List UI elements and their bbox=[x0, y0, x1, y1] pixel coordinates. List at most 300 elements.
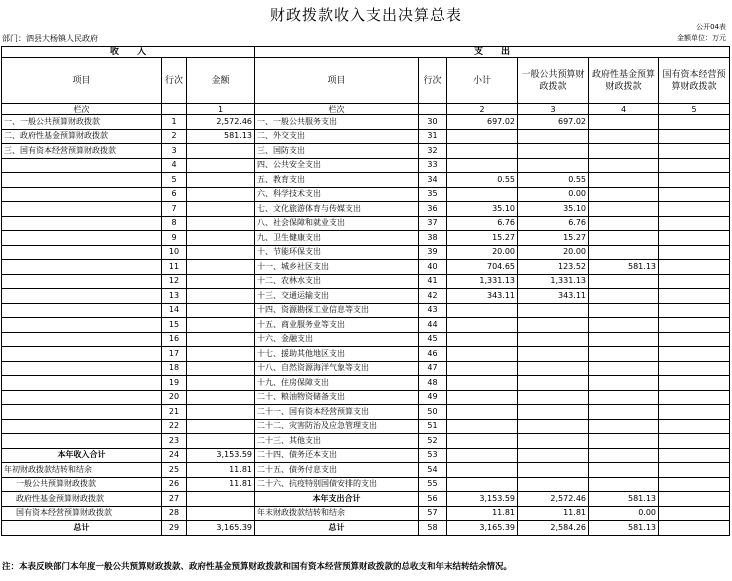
subtotal-value bbox=[447, 434, 518, 449]
income-item bbox=[2, 376, 162, 391]
income-item bbox=[2, 419, 162, 434]
income-item bbox=[2, 303, 162, 318]
general-budget-value: 2,572.46 bbox=[518, 492, 589, 507]
subtotal-value: 20.00 bbox=[447, 245, 518, 260]
table-row bbox=[2, 260, 730, 275]
income-row-number: 8 bbox=[162, 216, 187, 231]
expense-item-header: 项目 bbox=[255, 58, 419, 104]
income-row-number: 14 bbox=[162, 303, 187, 318]
subtotal-value: 35.10 bbox=[447, 202, 518, 217]
col-number-5: 5 bbox=[659, 104, 730, 115]
expense-row-number: 31 bbox=[419, 129, 447, 144]
income-item bbox=[2, 289, 162, 304]
income-item bbox=[2, 434, 162, 449]
table-row bbox=[2, 448, 730, 463]
income-row-number: 7 bbox=[162, 202, 187, 217]
income-amount bbox=[187, 318, 255, 333]
table-row bbox=[2, 303, 730, 318]
expense-item: 二、外交支出 bbox=[255, 129, 419, 144]
income-amount: 2,572.46 bbox=[187, 115, 255, 130]
expense-item: 十六、金融支出 bbox=[255, 332, 419, 347]
income-amount bbox=[187, 347, 255, 362]
table-row bbox=[2, 390, 730, 405]
income-amount bbox=[187, 202, 255, 217]
table-row bbox=[2, 347, 730, 362]
subtotal-value: 343.11 bbox=[447, 289, 518, 304]
income-row-number: 2 bbox=[162, 129, 187, 144]
fund-budget-value: 581.13 bbox=[589, 492, 659, 507]
income-item: 国有资本经营预算财政拨款 bbox=[2, 506, 162, 521]
department-label: 部门：泗县大杨镇人民政府 bbox=[2, 34, 98, 43]
state-capital-value bbox=[659, 231, 730, 246]
general-budget-value bbox=[518, 405, 589, 420]
income-item bbox=[2, 158, 162, 173]
general-budget-value bbox=[518, 347, 589, 362]
expense-item: 十、节能环保支出 bbox=[255, 245, 419, 260]
state-capital-value bbox=[659, 129, 730, 144]
state-capital-value bbox=[659, 521, 730, 536]
income-amount bbox=[187, 332, 255, 347]
subtotal-value: 6.76 bbox=[447, 216, 518, 231]
expense-row-number: 48 bbox=[419, 376, 447, 391]
expense-row-number: 42 bbox=[419, 289, 447, 304]
expense-row-number: 56 bbox=[419, 492, 447, 507]
general-budget-header: 一般公共预算财政拨款 bbox=[518, 58, 589, 104]
fund-budget-value bbox=[589, 173, 659, 188]
general-budget-value bbox=[518, 463, 589, 478]
col-number-1: 1 bbox=[187, 104, 255, 115]
subtotal-value bbox=[447, 376, 518, 391]
general-budget-value: 20.00 bbox=[518, 245, 589, 260]
general-budget-value bbox=[518, 332, 589, 347]
expense-row-number: 35 bbox=[419, 187, 447, 202]
income-amount bbox=[187, 274, 255, 289]
expense-row-number: 54 bbox=[419, 463, 447, 478]
expense-item: 总计 bbox=[255, 521, 419, 536]
general-budget-value: 343.11 bbox=[518, 289, 589, 304]
income-row-number: 19 bbox=[162, 376, 187, 391]
state-capital-value bbox=[659, 115, 730, 130]
subtotal-value bbox=[447, 303, 518, 318]
expense-row-number: 37 bbox=[419, 216, 447, 231]
expense-row-number: 50 bbox=[419, 405, 447, 420]
expense-row-number: 47 bbox=[419, 361, 447, 376]
income-header: 收 入 bbox=[2, 47, 255, 58]
expense-row-number: 46 bbox=[419, 347, 447, 362]
general-budget-value bbox=[518, 318, 589, 333]
subtotal-value bbox=[447, 318, 518, 333]
income-amount: 11.81 bbox=[187, 477, 255, 492]
fund-budget-value bbox=[589, 419, 659, 434]
general-budget-value bbox=[518, 129, 589, 144]
fund-budget-value bbox=[589, 187, 659, 202]
general-budget-value: 0.00 bbox=[518, 187, 589, 202]
state-capital-value bbox=[659, 158, 730, 173]
expense-row-number: 32 bbox=[419, 144, 447, 159]
col-number-3: 3 bbox=[518, 104, 589, 115]
income-amount bbox=[187, 419, 255, 434]
fund-budget-value bbox=[589, 405, 659, 420]
income-row-number: 3 bbox=[162, 144, 187, 159]
income-item: 一般公共预算财政拨款 bbox=[2, 477, 162, 492]
income-item: 总计 bbox=[2, 521, 162, 536]
expense-row-number: 52 bbox=[419, 434, 447, 449]
income-row-number: 24 bbox=[162, 448, 187, 463]
general-budget-value: 15.27 bbox=[518, 231, 589, 246]
table-row bbox=[2, 506, 730, 521]
fund-budget-value: 581.13 bbox=[589, 521, 659, 536]
expense-row-number: 49 bbox=[419, 390, 447, 405]
table-row bbox=[2, 216, 730, 231]
income-row-number: 18 bbox=[162, 361, 187, 376]
expense-item: 二十三、其他支出 bbox=[255, 434, 419, 449]
col-label-right: 栏次 bbox=[255, 104, 419, 115]
expense-item: 二十、粮油物资储备支出 bbox=[255, 390, 419, 405]
state-capital-header: 国有资本经营预算财政拨款 bbox=[659, 58, 730, 104]
income-amount bbox=[187, 216, 255, 231]
state-capital-value bbox=[659, 245, 730, 260]
general-budget-value bbox=[518, 376, 589, 391]
fund-budget-value bbox=[589, 332, 659, 347]
income-amount bbox=[187, 405, 255, 420]
general-budget-value bbox=[518, 434, 589, 449]
income-rowno-header: 行次 bbox=[162, 58, 187, 104]
table-row bbox=[2, 492, 730, 507]
income-amount: 581.13 bbox=[187, 129, 255, 144]
fund-budget-value bbox=[589, 202, 659, 217]
income-item bbox=[2, 361, 162, 376]
table-row bbox=[2, 187, 730, 202]
income-item bbox=[2, 260, 162, 275]
income-row-number: 16 bbox=[162, 332, 187, 347]
income-row-number: 17 bbox=[162, 347, 187, 362]
income-item: 年初财政拨款结转和结余 bbox=[2, 463, 162, 478]
general-budget-value bbox=[518, 448, 589, 463]
subtotal-value bbox=[447, 332, 518, 347]
income-row-number: 10 bbox=[162, 245, 187, 260]
state-capital-value bbox=[659, 405, 730, 420]
fund-budget-value bbox=[589, 376, 659, 391]
state-capital-value bbox=[659, 390, 730, 405]
fund-budget-value bbox=[589, 448, 659, 463]
income-item bbox=[2, 202, 162, 217]
general-budget-value: 123.52 bbox=[518, 260, 589, 275]
income-row-number: 22 bbox=[162, 419, 187, 434]
expense-row-number: 38 bbox=[419, 231, 447, 246]
income-row-number: 4 bbox=[162, 158, 187, 173]
general-budget-value: 697.02 bbox=[518, 115, 589, 130]
income-row-number: 13 bbox=[162, 289, 187, 304]
expense-row-number: 58 bbox=[419, 521, 447, 536]
income-item bbox=[2, 318, 162, 333]
state-capital-value bbox=[659, 274, 730, 289]
expense-item: 八、社会保障和就业支出 bbox=[255, 216, 419, 231]
state-capital-value bbox=[659, 347, 730, 362]
income-item bbox=[2, 405, 162, 420]
table-row bbox=[2, 144, 730, 159]
income-row-number: 9 bbox=[162, 231, 187, 246]
col-number-4: 4 bbox=[589, 104, 659, 115]
expense-item: 十一、城乡社区支出 bbox=[255, 260, 419, 275]
state-capital-value bbox=[659, 173, 730, 188]
state-capital-value bbox=[659, 144, 730, 159]
subtotal-value: 3,153.59 bbox=[447, 492, 518, 507]
col-blank bbox=[162, 104, 187, 115]
table-row bbox=[2, 332, 730, 347]
general-budget-value: 11.81 bbox=[518, 506, 589, 521]
expense-item: 年末财政拨款结转和结余 bbox=[255, 506, 419, 521]
subtotal-value: 15.27 bbox=[447, 231, 518, 246]
income-item bbox=[2, 231, 162, 246]
fund-budget-value bbox=[589, 231, 659, 246]
income-item: 二、政府性基金预算财政拨款 bbox=[2, 129, 162, 144]
income-row-number: 23 bbox=[162, 434, 187, 449]
general-budget-value: 2,584.26 bbox=[518, 521, 589, 536]
fund-budget-value bbox=[589, 158, 659, 173]
fund-budget-value bbox=[589, 274, 659, 289]
table-row bbox=[2, 231, 730, 246]
income-amount-header: 金额 bbox=[187, 58, 255, 104]
fund-budget-value bbox=[589, 289, 659, 304]
expense-item: 十二、农林水支出 bbox=[255, 274, 419, 289]
expense-header: 支 出 bbox=[255, 47, 730, 58]
col-label-left: 栏次 bbox=[2, 104, 162, 115]
fund-budget-value bbox=[589, 115, 659, 130]
state-capital-value bbox=[659, 260, 730, 275]
subtotal-value bbox=[447, 390, 518, 405]
table-row bbox=[2, 405, 730, 420]
state-capital-value bbox=[659, 492, 730, 507]
income-row-number: 21 bbox=[162, 405, 187, 420]
subtotal-value bbox=[447, 361, 518, 376]
state-capital-value bbox=[659, 289, 730, 304]
income-item bbox=[2, 347, 162, 362]
general-budget-value bbox=[518, 477, 589, 492]
subtotal-value bbox=[447, 129, 518, 144]
income-amount bbox=[187, 492, 255, 507]
general-budget-value: 0.55 bbox=[518, 173, 589, 188]
expense-item: 五、教育支出 bbox=[255, 173, 419, 188]
income-row-number: 15 bbox=[162, 318, 187, 333]
general-budget-value bbox=[518, 390, 589, 405]
income-row-number: 25 bbox=[162, 463, 187, 478]
income-amount bbox=[187, 231, 255, 246]
expense-item: 一、一般公共服务支出 bbox=[255, 115, 419, 130]
income-amount bbox=[187, 158, 255, 173]
state-capital-value bbox=[659, 187, 730, 202]
expense-row-number: 44 bbox=[419, 318, 447, 333]
income-row-number: 5 bbox=[162, 173, 187, 188]
form-code: 公开04表 bbox=[696, 23, 726, 31]
state-capital-value bbox=[659, 477, 730, 492]
table-row bbox=[2, 245, 730, 260]
state-capital-value bbox=[659, 419, 730, 434]
fund-budget-value bbox=[589, 434, 659, 449]
income-amount bbox=[187, 434, 255, 449]
table-row bbox=[2, 129, 730, 144]
table-row bbox=[2, 361, 730, 376]
subtotal-value bbox=[447, 187, 518, 202]
income-item bbox=[2, 332, 162, 347]
table-row bbox=[2, 173, 730, 188]
expense-item: 二十五、债务付息支出 bbox=[255, 463, 419, 478]
table-row bbox=[2, 477, 730, 492]
table-row bbox=[2, 115, 730, 130]
expense-row-number: 41 bbox=[419, 274, 447, 289]
general-budget-value bbox=[518, 419, 589, 434]
fund-budget-value bbox=[589, 245, 659, 260]
income-amount: 3,165.39 bbox=[187, 521, 255, 536]
expense-rowno-header: 行次 bbox=[419, 58, 447, 104]
subtotal-value bbox=[447, 463, 518, 478]
table-row bbox=[2, 419, 730, 434]
general-budget-value bbox=[518, 144, 589, 159]
expense-item: 三、国防支出 bbox=[255, 144, 419, 159]
income-amount bbox=[187, 289, 255, 304]
col-number-2: 2 bbox=[447, 104, 518, 115]
income-item bbox=[2, 390, 162, 405]
fund-budget-value bbox=[589, 318, 659, 333]
subtotal-value bbox=[447, 347, 518, 362]
expense-item: 二十二、灾害防治及应急管理支出 bbox=[255, 419, 419, 434]
state-capital-value bbox=[659, 376, 730, 391]
state-capital-value bbox=[659, 216, 730, 231]
income-row-number: 20 bbox=[162, 390, 187, 405]
income-amount bbox=[187, 144, 255, 159]
income-item: 三、国有资本经营预算财政拨款 bbox=[2, 144, 162, 159]
income-amount: 11.81 bbox=[187, 463, 255, 478]
table-row bbox=[2, 318, 730, 333]
subtotal-value bbox=[447, 448, 518, 463]
income-amount bbox=[187, 361, 255, 376]
expense-item: 十三、交通运输支出 bbox=[255, 289, 419, 304]
income-row-number: 26 bbox=[162, 477, 187, 492]
general-budget-value: 1,331.13 bbox=[518, 274, 589, 289]
fund-budget-value bbox=[589, 390, 659, 405]
subtotal-value: 0.55 bbox=[447, 173, 518, 188]
expense-item: 十九、住房保障支出 bbox=[255, 376, 419, 391]
budget-table bbox=[1, 46, 730, 536]
income-item bbox=[2, 245, 162, 260]
table-row bbox=[2, 202, 730, 217]
fund-budget-value bbox=[589, 361, 659, 376]
subtotal-value bbox=[447, 144, 518, 159]
expense-item: 二十一、国有资本经营预算支出 bbox=[255, 405, 419, 420]
expense-row-number: 34 bbox=[419, 173, 447, 188]
table-row bbox=[2, 274, 730, 289]
fund-budget-value bbox=[589, 144, 659, 159]
state-capital-value bbox=[659, 332, 730, 347]
state-capital-value bbox=[659, 463, 730, 478]
income-row-number: 28 bbox=[162, 506, 187, 521]
subtotal-value: 704.65 bbox=[447, 260, 518, 275]
fund-budget-value bbox=[589, 347, 659, 362]
expense-row-number: 45 bbox=[419, 332, 447, 347]
general-budget-value: 6.76 bbox=[518, 216, 589, 231]
state-capital-value bbox=[659, 448, 730, 463]
report-title: 财政拨款收入支出决算总表 bbox=[269, 6, 462, 24]
subtotal-value: 11.81 bbox=[447, 506, 518, 521]
expense-item: 二十六、抗疫特别国债安排的支出 bbox=[255, 477, 419, 492]
expense-row-number: 43 bbox=[419, 303, 447, 318]
expense-item: 十七、援助其他地区支出 bbox=[255, 347, 419, 362]
subtotal-value bbox=[447, 477, 518, 492]
state-capital-value bbox=[659, 361, 730, 376]
expense-row-number: 51 bbox=[419, 419, 447, 434]
table-row bbox=[2, 521, 730, 536]
income-row-number: 6 bbox=[162, 187, 187, 202]
state-capital-value bbox=[659, 434, 730, 449]
expense-row-number: 53 bbox=[419, 448, 447, 463]
table-row bbox=[2, 463, 730, 478]
expense-row-number: 55 bbox=[419, 477, 447, 492]
income-row-number: 27 bbox=[162, 492, 187, 507]
state-capital-value bbox=[659, 506, 730, 521]
footnote: 注：本表反映部门本年度一般公共预算财政拨款、政府性基金预算财政拨款和国有资本经营预算财政拨款的总收支和年末结转结余情况。 bbox=[2, 562, 513, 572]
table-row bbox=[2, 376, 730, 391]
income-item: 本年收入合计 bbox=[2, 448, 162, 463]
col-blank bbox=[419, 104, 447, 115]
income-row-number: 11 bbox=[162, 260, 187, 275]
income-amount bbox=[187, 376, 255, 391]
income-item bbox=[2, 216, 162, 231]
income-item bbox=[2, 173, 162, 188]
table-row bbox=[2, 158, 730, 173]
income-amount: 3,153.59 bbox=[187, 448, 255, 463]
expense-row-number: 57 bbox=[419, 506, 447, 521]
expense-item: 十五、商业服务业等支出 bbox=[255, 318, 419, 333]
income-row-number: 1 bbox=[162, 115, 187, 130]
general-budget-value bbox=[518, 158, 589, 173]
general-budget-value bbox=[518, 361, 589, 376]
general-budget-value bbox=[518, 303, 589, 318]
income-row-number: 29 bbox=[162, 521, 187, 536]
unit-label: 金额单位：万元 bbox=[677, 34, 726, 42]
subtotal-value bbox=[447, 419, 518, 434]
subtotal-value bbox=[447, 405, 518, 420]
income-item-header: 项目 bbox=[2, 58, 162, 104]
state-capital-value bbox=[659, 202, 730, 217]
expense-item: 四、公共安全支出 bbox=[255, 158, 419, 173]
income-amount bbox=[187, 303, 255, 318]
fund-budget-header: 政府性基金预算财政拨款 bbox=[589, 58, 659, 104]
subtotal-header: 小计 bbox=[447, 58, 518, 104]
income-amount bbox=[187, 260, 255, 275]
income-item bbox=[2, 187, 162, 202]
income-amount bbox=[187, 506, 255, 521]
fund-budget-value bbox=[589, 477, 659, 492]
table-row bbox=[2, 434, 730, 449]
expense-item: 七、文化旅游体育与传媒支出 bbox=[255, 202, 419, 217]
state-capital-value bbox=[659, 303, 730, 318]
expense-item: 二十四、债务还本支出 bbox=[255, 448, 419, 463]
expense-row-number: 36 bbox=[419, 202, 447, 217]
expense-item: 九、卫生健康支出 bbox=[255, 231, 419, 246]
fund-budget-value bbox=[589, 129, 659, 144]
income-amount bbox=[187, 390, 255, 405]
expense-row-number: 39 bbox=[419, 245, 447, 260]
general-budget-value: 35.10 bbox=[518, 202, 589, 217]
expense-item: 六、科学技术支出 bbox=[255, 187, 419, 202]
expense-item: 十八、自然资源海洋气象等支出 bbox=[255, 361, 419, 376]
income-row-number: 12 bbox=[162, 274, 187, 289]
expense-row-number: 40 bbox=[419, 260, 447, 275]
expense-row-number: 33 bbox=[419, 158, 447, 173]
income-amount bbox=[187, 187, 255, 202]
subtotal-value: 3,165.39 bbox=[447, 521, 518, 536]
expense-row-number: 30 bbox=[419, 115, 447, 130]
income-item: 一、一般公共预算财政拨款 bbox=[2, 115, 162, 130]
